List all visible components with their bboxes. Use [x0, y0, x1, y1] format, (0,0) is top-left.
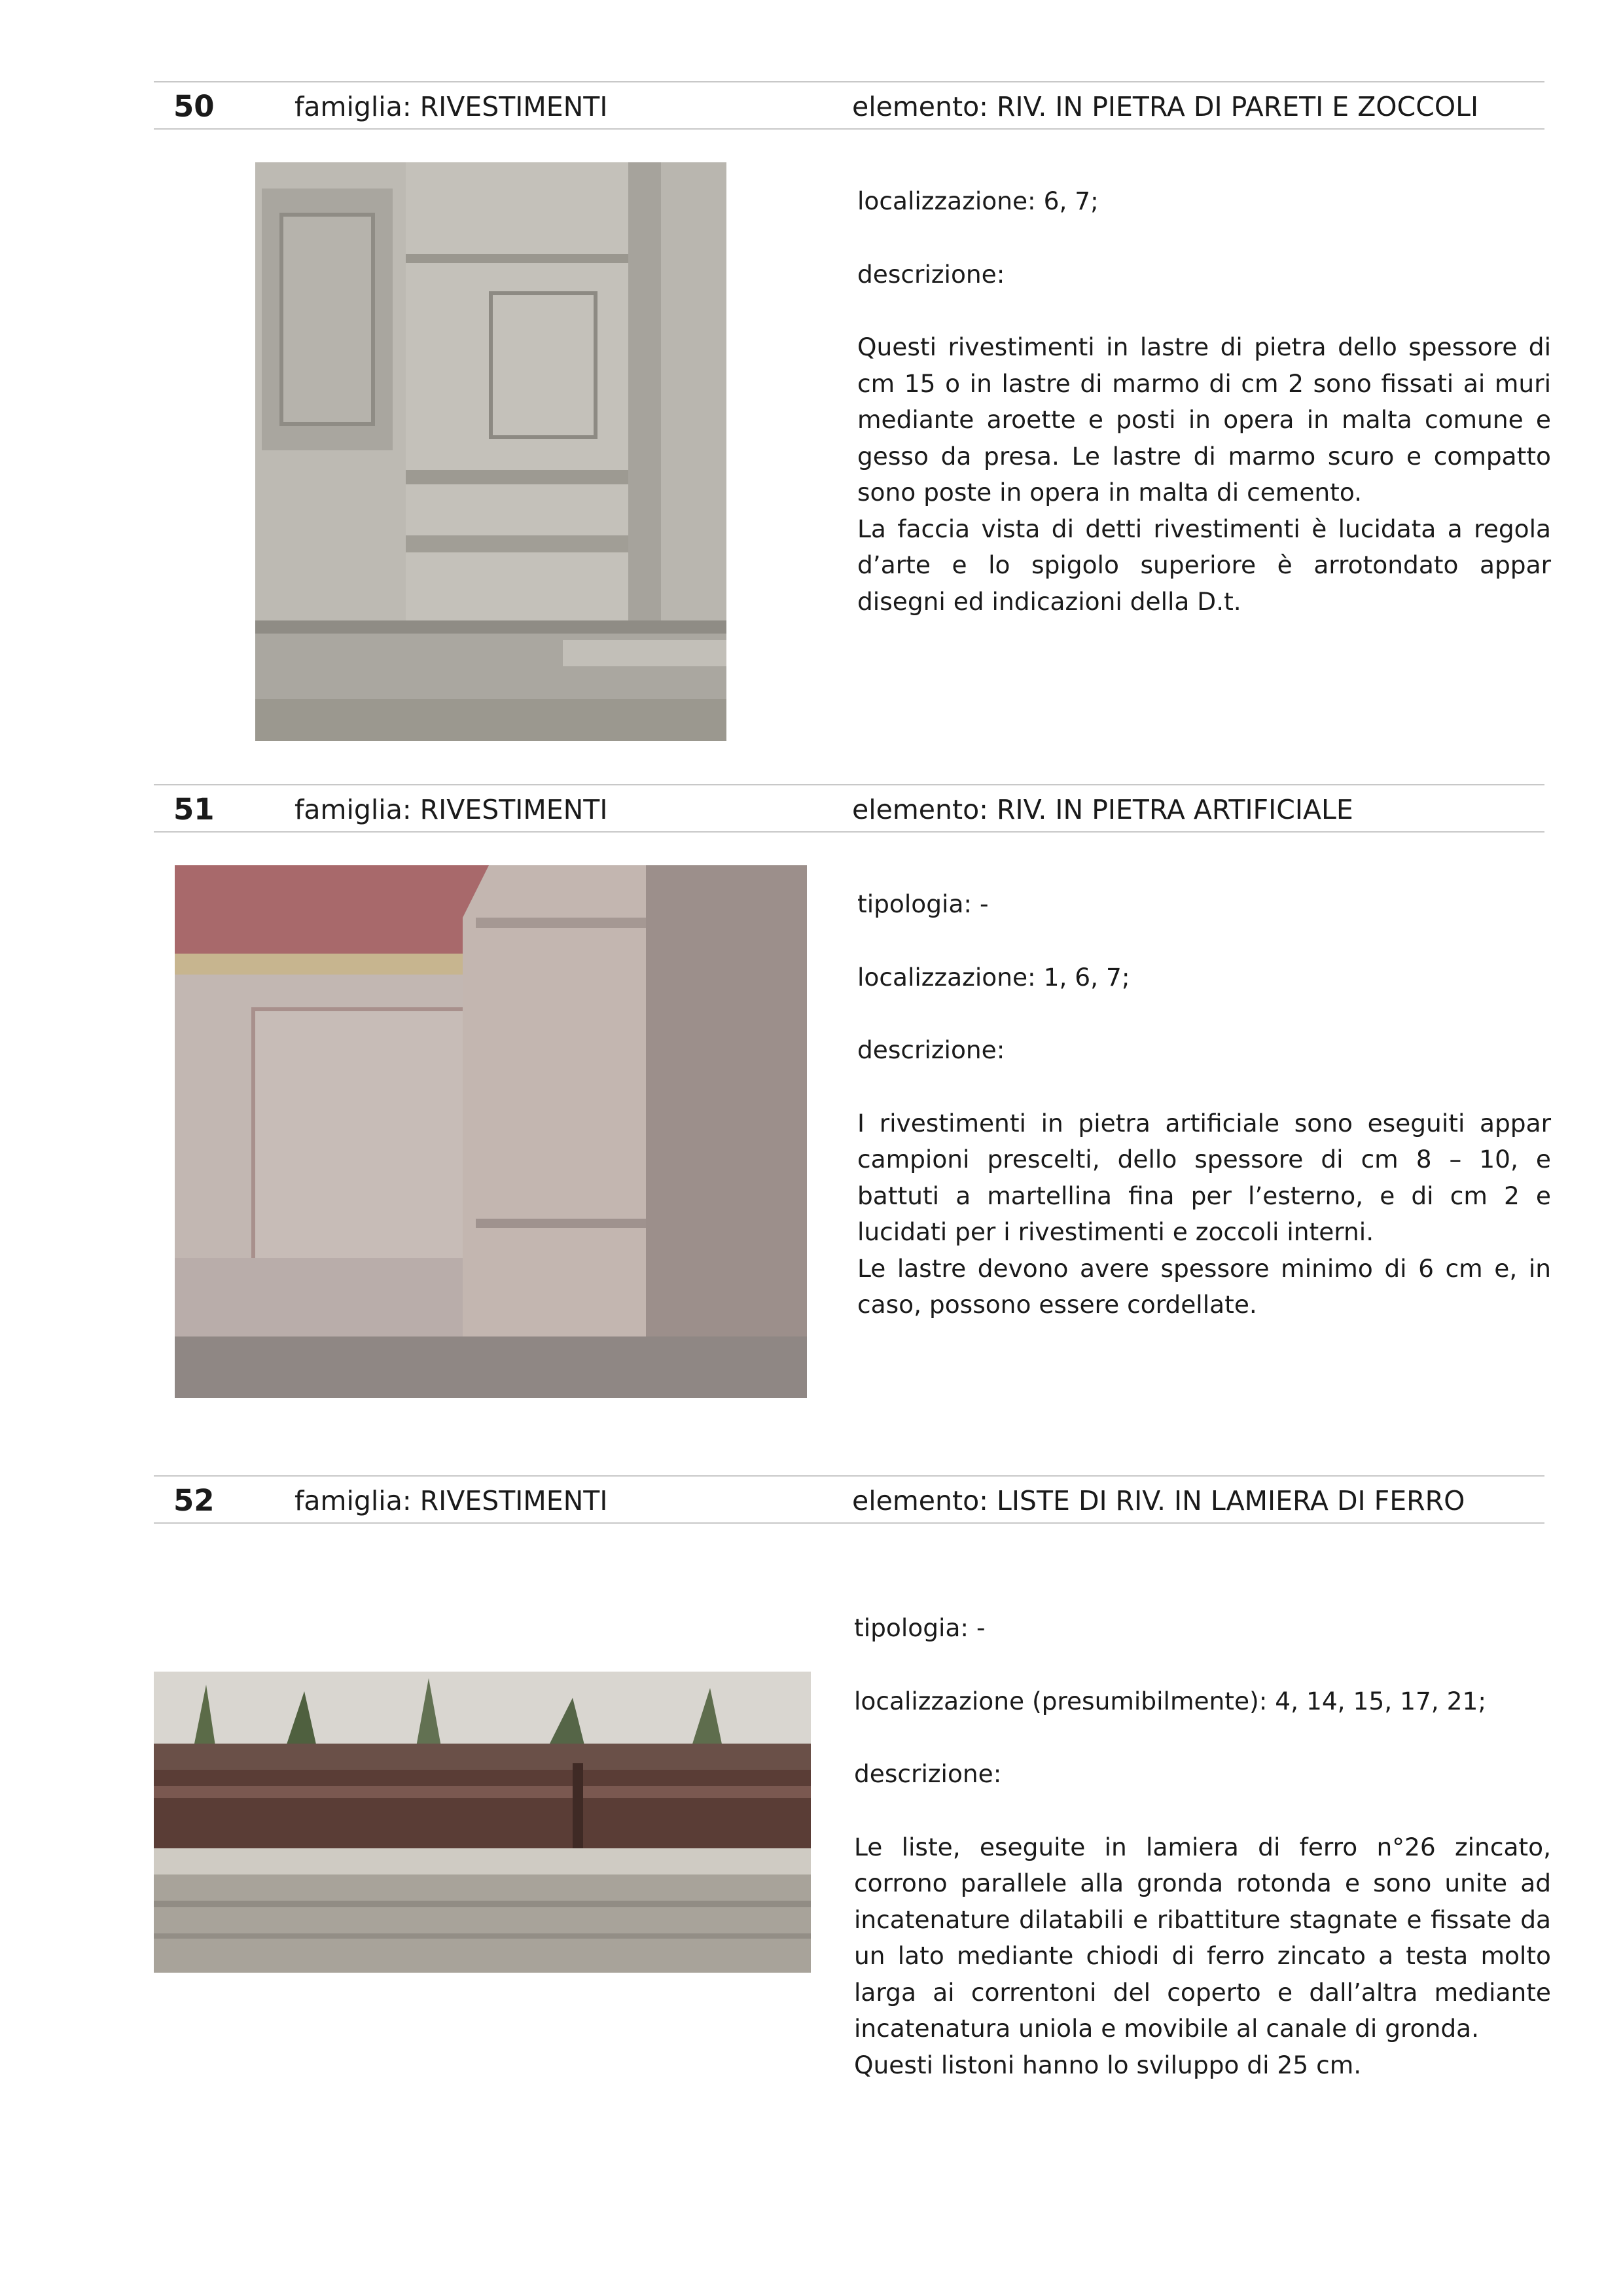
- photo-stone-wall-cladding: [255, 162, 726, 741]
- entry-family: famiglia: RIVESTIMENTI: [294, 91, 608, 122]
- photo-artificial-stone-cladding: [175, 865, 807, 1398]
- description-label: descrizione:: [857, 1035, 1005, 1064]
- description-paragraph: I rivestimenti in pietra artificiale sono eseguiti appar campioni prescelti, dello spessore di cm 8 – 10, e battuti a martellina fina per l’esterno, e di cm 2 e lucidati per i rivestimenti e zoccoli interni.: [857, 1108, 1551, 1246]
- entry-number: 51: [173, 792, 215, 827]
- description-paragraph: Le lastre devono avere spessore minimo di 6 cm e, in caso, possono essere cordellate.: [857, 1253, 1551, 1319]
- description-label: descrizione:: [854, 1759, 1002, 1788]
- description-paragraph: La faccia vista di detti rivestimenti è lucidata a regola d’arte e lo spigolo superiore è arrotondato appar disegni ed indicazioni della D.t.: [857, 514, 1551, 616]
- description-paragraph: Questi listoni hanno lo sviluppo di 25 cm.: [854, 2050, 1362, 2079]
- photo-iron-sheet-gutter: [154, 1672, 811, 1973]
- entry-text: [857, 886, 1551, 1323]
- header-rule-top: [154, 81, 1544, 82]
- location-label: localizzazione: 6, 7;: [857, 187, 1099, 215]
- typology-label: tipologia: -: [854, 1613, 986, 1642]
- entry-element: elemento: LISTE DI RIV. IN LAMIERA DI FERRO: [852, 1485, 1465, 1516]
- location-label: localizzazione (presumibilmente): 4, 14, 15, 17, 21;: [854, 1686, 1486, 1715]
- entry-text: [854, 1610, 1551, 2083]
- description-paragraph: Le liste, eseguite in lamiera di ferro n°26 zincato, corrono parallele alla gronda rotonda e sono unite ad incatenature dilatabili e ribattiture stagnate e fissate da un lato mediante chiodi di ferro zincato a testa molto larga ai correntoni del coperto e dall’altra mediante incatenatura uniola e movibile al canale di gronda.: [854, 1832, 1551, 2043]
- entry-number: 52: [173, 1483, 215, 1518]
- entry-header: [0, 787, 1623, 833]
- entry-header: [0, 84, 1623, 130]
- entry-element: elemento: RIV. IN PIETRA ARTIFICIALE: [852, 794, 1353, 825]
- location-label: localizzazione: 1, 6, 7;: [857, 962, 1130, 992]
- header-rule-top: [154, 1475, 1544, 1477]
- description-paragraph: Questi rivestimenti in lastre di pietra dello spessore di cm 15 o in lastre di marmo di cm 2 sono fissati ai muri mediante aroette e posti in opera in malta comune e gesso da presa. Le lastre di marmo scuro e compatto sono poste in opera in malta di cemento.: [857, 332, 1551, 507]
- typology-label: tipologia: -: [857, 889, 989, 918]
- header-rule-top: [154, 784, 1544, 785]
- header-rule-bottom: [154, 1522, 1544, 1524]
- header-rule-bottom: [154, 128, 1544, 130]
- entry-text: [857, 183, 1551, 620]
- entry-number: 50: [173, 89, 215, 124]
- description-label: descrizione:: [857, 259, 1005, 289]
- description-body: [857, 1105, 1551, 1323]
- description-body: [857, 329, 1551, 620]
- entry-element: elemento: RIV. IN PIETRA DI PARETI E ZOCCOLI: [852, 91, 1479, 122]
- description-body: [854, 1829, 1551, 2084]
- entry-header: [0, 1478, 1623, 1524]
- entry-family: famiglia: RIVESTIMENTI: [294, 794, 608, 825]
- header-rule-bottom: [154, 831, 1544, 833]
- entry-family: famiglia: RIVESTIMENTI: [294, 1485, 608, 1516]
